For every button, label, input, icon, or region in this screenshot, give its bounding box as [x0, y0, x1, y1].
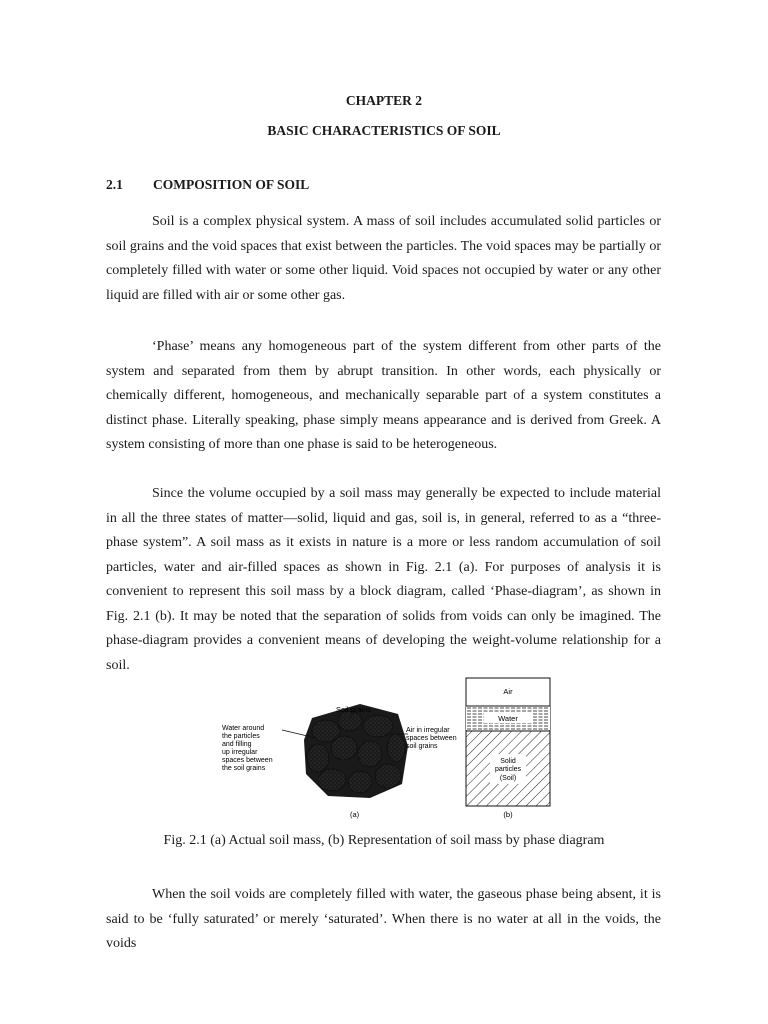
label-air-line-3: soil grains — [406, 743, 438, 750]
paragraph-3: Since the volume occupied by a soil mass may generally be expected to include material in all the three states of matter—solid, liquid and gas, soil is, in general, referred to as a “three-phase system”. A soil mass as it exists in nature is a more or less random accumulation of soil particles, water and air-filled spaces as shown in Fig. 2.1 (a). For purposes of analysis it is convenient to represent this soil mass by a block diagram, called ‘Phase-diagram’, as shown in Fig. 2.1 (b). It may be noted that the separation of solids from voids can only be imagined. The phase-diagram provides a convenient means of developing the weight-volume relationship for a soil. — [106, 486, 661, 673]
paragraph-4: When the soil voids are completely filled with water, the gaseous phase being absent, it is said to be ‘fully saturated’ or merely ‘saturated’. When there is no water at all in the voids, the voids — [106, 887, 661, 951]
paragraph-1: Soil is a complex physical system. A mass of soil includes accumulated solid particles or soil grains and the void spaces that exist between the particles. The void spaces may be partially or completely filled with water or some other liquid. Void spaces not occupied by water or any other liquid are filled with air or some other gas. — [106, 214, 661, 303]
phase-solid-label-1: Solid — [500, 758, 516, 765]
label-water-line-6: the soil grains — [222, 765, 266, 772]
label-air — [406, 727, 457, 750]
label-soil-grains: Soil grains — [336, 705, 372, 714]
phase-solid-label-3: (Soil) — [499, 775, 517, 782]
figure-2-1 — [220, 676, 560, 826]
section-heading — [106, 177, 309, 193]
label-b: (b) — [503, 810, 513, 819]
chapter-number: CHAPTER 2 — [345, 93, 423, 108]
soil-mass-drawing — [282, 704, 408, 798]
chapter-title: BASIC CHARACTERISTICS OF SOIL — [267, 123, 501, 138]
label-water — [222, 725, 273, 772]
section-number: 2.1 — [106, 177, 123, 192]
label-water-line-3: and filling — [222, 741, 252, 748]
label-air-line-2: spaces between — [406, 735, 457, 742]
label-water-line-5: spaces between — [222, 757, 273, 764]
label-air-line-1: Air in irregular — [406, 727, 450, 734]
label-water-line-1: Water around — [222, 725, 265, 732]
figure-caption: Fig. 2.1 (a) Actual soil mass, (b) Representation of soil mass by phase diagram — [163, 833, 605, 848]
phase-water-label: Water — [498, 714, 518, 723]
label-a: (a) — [350, 810, 360, 819]
phase-air-label: Air — [503, 687, 513, 696]
label-water-line-4: up irregular — [222, 749, 258, 756]
section-title: COMPOSITION OF SOIL — [153, 177, 310, 192]
paragraph-2: ‘Phase’ means any homogeneous part of the system different from other parts of the system and separated from them by abrupt transition. In other words, each physically or chemically different, homogeneous, and mechanically separable part of a system constitutes a distinct phase. Literally speaking, phase simply means appearance and is derived from Greek. A system consisting of more than one phase is said to be heterogeneous. — [106, 339, 661, 452]
label-water-line-2: the particles — [222, 733, 260, 740]
phase-solid-label-2: particles — [494, 766, 522, 773]
phase-diagram — [466, 678, 550, 806]
